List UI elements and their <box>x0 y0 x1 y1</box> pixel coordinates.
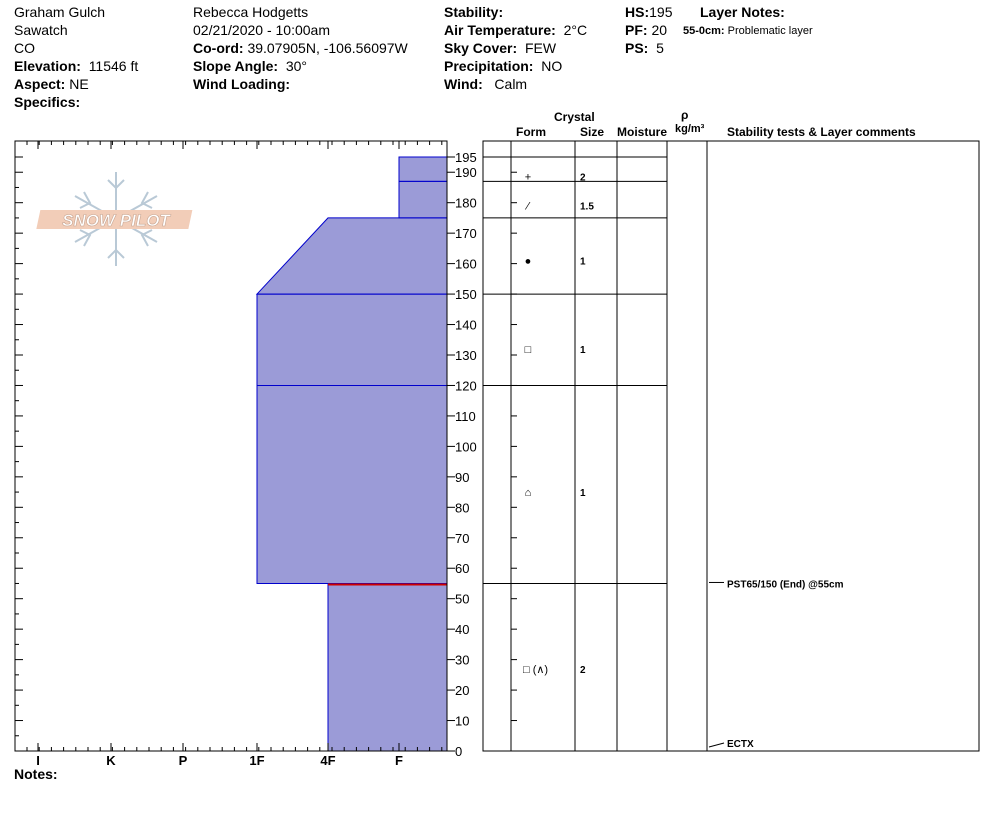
elevation-value: 11546 ft <box>88 58 139 74</box>
x-tick-label: 4F <box>320 753 336 768</box>
stability-test-label: PST65/150 (End) @55cm <box>727 579 844 591</box>
elevation-label: Elevation: <box>14 58 81 74</box>
rho-header: ρ <box>681 108 689 122</box>
y-tick-label: 195 <box>455 150 477 165</box>
crystal-form: ● <box>524 255 532 268</box>
y-tick-label: 10 <box>455 713 470 729</box>
crystal-form: □ <box>524 343 532 356</box>
observer-name: Rebecca Hodgetts <box>193 4 309 20</box>
crystal-size: 1 <box>580 344 586 356</box>
moisture-header: Moisture <box>617 125 668 139</box>
slope-label: Slope Angle: <box>193 58 279 74</box>
wind-value: Calm <box>494 76 528 92</box>
x-tick-label: K <box>106 753 116 768</box>
crystal-form: ⌂ <box>524 487 532 500</box>
x-tick-label: 1F <box>249 753 265 768</box>
crystal-header: Crystal <box>554 110 595 124</box>
y-tick-label: 110 <box>455 408 476 424</box>
y-tick-label: 0 <box>455 744 463 759</box>
sky-label: Sky Cover: <box>444 40 518 56</box>
coord-label: Co-ord: <box>193 40 244 56</box>
obs-datetime: 02/21/2020 - 10:00am <box>193 22 330 38</box>
location-range: Sawatch <box>14 22 68 38</box>
air-temp-label: Air Temperature: <box>444 22 556 38</box>
location-name: Graham Gulch <box>14 4 106 20</box>
hardness-layer <box>257 385 447 583</box>
y-tick-label: 30 <box>455 652 470 668</box>
crystal-size: 1 <box>580 256 586 268</box>
stability-label: Stability: <box>444 4 504 20</box>
layer-note-depth: 55-0cm: <box>683 25 725 37</box>
notes-label: Notes: <box>14 766 58 782</box>
y-tick-label: 150 <box>455 287 477 303</box>
stability-tests-header: Stability tests & Layer comments <box>727 125 916 139</box>
form-header: Form <box>516 125 546 139</box>
stability-test-label: ECTX <box>727 739 754 750</box>
y-tick-label: 140 <box>455 317 477 333</box>
sky-value: FEW <box>524 40 557 56</box>
y-tick-label: 40 <box>455 622 470 638</box>
x-tick-label: P <box>178 753 188 768</box>
stability-test-arrow <box>709 743 724 747</box>
crystal-table-frame <box>483 141 979 751</box>
pf-value: 20 <box>651 22 668 38</box>
wind-loading-label: Wind Loading: <box>193 76 291 92</box>
logo-text: SNOW PILOT <box>62 211 170 230</box>
y-tick-label: 60 <box>455 561 470 577</box>
x-tick-label: F <box>395 753 403 768</box>
y-tick-label: 120 <box>455 378 477 394</box>
hardness-layer <box>257 294 447 385</box>
crystal-size: 2 <box>580 172 586 184</box>
y-tick-label: 160 <box>455 256 477 272</box>
aspect-value: NE <box>69 76 89 92</box>
hardness-layer <box>399 157 447 181</box>
hardness-layer <box>257 218 447 294</box>
precip-label: Precipitation: <box>444 58 534 74</box>
crystal-size: 2 <box>580 664 586 676</box>
crystal-size: 1 <box>580 488 586 500</box>
crystal-size: 1.5 <box>580 201 594 213</box>
precip-value: NO <box>541 58 563 74</box>
y-tick-label: 70 <box>455 530 470 546</box>
specifics-label: Specifics: <box>14 94 81 110</box>
snowpilot-logo <box>36 172 192 266</box>
crystal-form: + <box>524 171 532 184</box>
crystal-form: ⁄ <box>527 200 529 213</box>
y-tick-label: 130 <box>455 348 477 363</box>
hardness-layer <box>328 583 447 751</box>
size-header: Size <box>580 125 605 139</box>
aspect-label: Aspect: <box>14 76 66 92</box>
y-tick-label: 50 <box>455 591 470 607</box>
ps-label: PS: <box>625 40 649 56</box>
hardness-layer <box>399 181 447 218</box>
y-tick-label: 100 <box>455 439 477 455</box>
air-temp-value: 2°C <box>563 22 588 38</box>
y-tick-label: 190 <box>455 165 477 181</box>
coord-value: 39.07905N, -106.56097W <box>247 40 408 56</box>
wind-label: Wind: <box>444 76 483 92</box>
y-tick-label: 80 <box>455 500 470 516</box>
hs-value: 195 <box>649 4 673 20</box>
y-tick-label: 170 <box>455 226 477 242</box>
density-unit-header: kg/m³ <box>675 123 705 135</box>
location-state: CO <box>14 40 35 56</box>
layer-note-text: Problematic layer <box>727 25 813 37</box>
y-tick-label: 180 <box>455 195 477 211</box>
crystal-form: □ (∧) <box>523 663 549 676</box>
layer-notes-label: Layer Notes: <box>700 4 785 20</box>
ps-value: 5 <box>656 40 664 56</box>
hs-label: HS: <box>625 4 650 20</box>
slope-value: 30° <box>285 58 307 74</box>
y-tick-label: 20 <box>455 683 470 699</box>
pf-label: PF: <box>625 22 648 38</box>
y-tick-label: 90 <box>455 469 470 485</box>
x-tick-label: I <box>36 753 40 768</box>
